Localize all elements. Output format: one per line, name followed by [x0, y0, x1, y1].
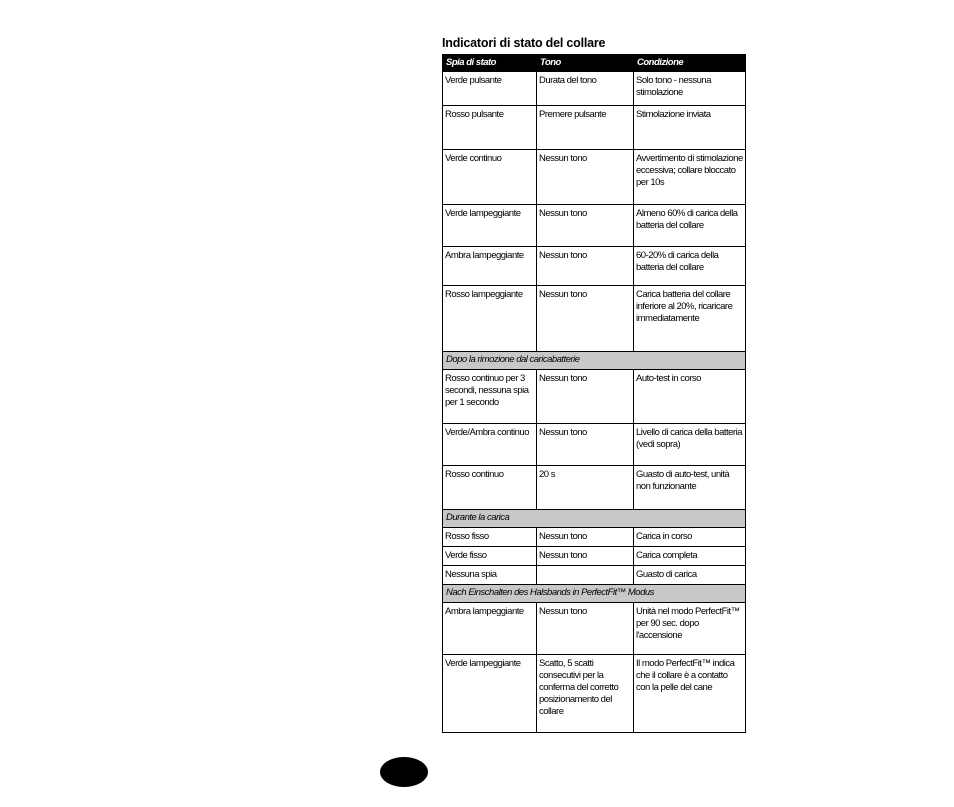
- cell-spia: Verde pulsante: [443, 72, 537, 106]
- section-row: [443, 585, 746, 603]
- cell-tono: 20 s: [537, 466, 634, 510]
- cell-spia: Rosso lampeggiante: [443, 286, 537, 352]
- section-heading: Nach Einschalten des Halsbands in PerfectFit™ Modus: [443, 585, 746, 603]
- cell-tono: Nessun tono: [537, 247, 634, 286]
- table-row: [443, 566, 746, 585]
- cell-tono: Premere pulsante: [537, 106, 634, 150]
- table-row: [443, 466, 746, 510]
- cell-spia: Rosso fisso: [443, 528, 537, 547]
- column-header-tono: Tono: [537, 55, 634, 72]
- cell-tono: Nessun tono: [537, 150, 634, 205]
- cell-spia: Verde lampeggiante: [443, 205, 537, 247]
- cell-spia: Rosso continuo: [443, 466, 537, 510]
- section-heading: Dopo la rimozione dal caricabatterie: [443, 352, 746, 370]
- table-row: [443, 424, 746, 466]
- cell-spia: Verde/Ambra continuo: [443, 424, 537, 466]
- table-row: [443, 603, 746, 655]
- table-row: [443, 528, 746, 547]
- cell-spia: Verde continuo: [443, 150, 537, 205]
- status-indicator-table: [442, 54, 746, 733]
- section-heading: Durante la carica: [443, 510, 746, 528]
- cell-spia: Nessuna spia: [443, 566, 537, 585]
- cell-condizione: Guasto di auto-test, unità non funzionante: [634, 466, 746, 510]
- cell-tono: Scatto, 5 scatti consecutivi per la conferma del corretto posizionamento del collare: [537, 655, 634, 733]
- cell-condizione: Carica batteria del collare inferiore al 20%, ricaricare immediatamente: [634, 286, 746, 352]
- cell-spia: Ambra lampeggiante: [443, 247, 537, 286]
- cell-condizione: 60-20% di carica della batteria del collare: [634, 247, 746, 286]
- table-row: [443, 655, 746, 733]
- cell-condizione: Carica in corso: [634, 528, 746, 547]
- table-row: [443, 286, 746, 352]
- cell-tono: Nessun tono: [537, 424, 634, 466]
- table-title: Indicatori di stato del collare: [442, 36, 606, 50]
- cell-spia: Verde fisso: [443, 547, 537, 566]
- cell-tono: Nessun tono: [537, 370, 634, 424]
- cell-tono: Nessun tono: [537, 528, 634, 547]
- cell-spia: Rosso continuo per 3 secondi, nessuna spia per 1 secondo: [443, 370, 537, 424]
- cell-condizione: Carica completa: [634, 547, 746, 566]
- section-row: [443, 510, 746, 528]
- cell-spia: Rosso pulsante: [443, 106, 537, 150]
- cell-condizione: Stimolazione inviata: [634, 106, 746, 150]
- column-header-spia: Spia di stato: [443, 55, 537, 72]
- cell-tono: Nessun tono: [537, 547, 634, 566]
- cell-tono: Nessun tono: [537, 603, 634, 655]
- table-row: [443, 247, 746, 286]
- table-row: [443, 370, 746, 424]
- cell-condizione: Livello di carica della batteria (vedi sopra): [634, 424, 746, 466]
- column-header-condizione: Condizione: [634, 55, 746, 72]
- cell-spia: Verde lampeggiante: [443, 655, 537, 733]
- cell-tono: Nessun tono: [537, 286, 634, 352]
- section-row: [443, 352, 746, 370]
- table-row: [443, 72, 746, 106]
- table-row: [443, 150, 746, 205]
- table-row: [443, 106, 746, 150]
- cell-condizione: Solo tono - nessuna stimolazione: [634, 72, 746, 106]
- cell-spia: Ambra lampeggiante: [443, 603, 537, 655]
- cell-tono: [537, 566, 634, 585]
- cell-condizione: Guasto di carica: [634, 566, 746, 585]
- cell-condizione: Auto-test in corso: [634, 370, 746, 424]
- cell-condizione: Il modo PerfectFit™ indica che il collare è a contatto con la pelle del cane: [634, 655, 746, 733]
- cell-condizione: Almeno 60% di carica della batteria del collare: [634, 205, 746, 247]
- table-header-row: [443, 55, 746, 72]
- cell-condizione: Unità nel modo PerfectFit™ per 90 sec. dopo l'accensione: [634, 603, 746, 655]
- table-row: [443, 205, 746, 247]
- cell-condizione: Avvertimento di stimolazione eccessiva; collare bloccato per 10s: [634, 150, 746, 205]
- page-marker-dot: [380, 757, 428, 787]
- cell-tono: Nessun tono: [537, 205, 634, 247]
- table-row: [443, 547, 746, 566]
- cell-tono: Durata del tono: [537, 72, 634, 106]
